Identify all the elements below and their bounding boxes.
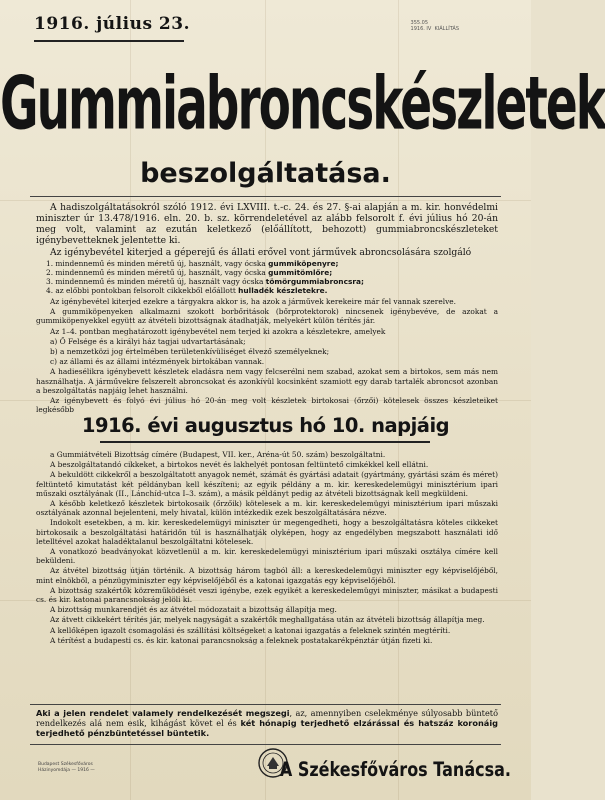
divider xyxy=(30,744,501,745)
list-item: 4. az előbbi pontokban felsorolt cikkekből előállott hulladék készletekre. xyxy=(46,286,328,295)
exception-item: b) a nemzetközi jog értelmében területenkívüliséget élvező személyeknek; xyxy=(50,347,330,357)
signature: A Székesfőváros Tanácsa. xyxy=(279,758,511,781)
intro-section xyxy=(36,202,498,415)
body-paragraph: A bekuldött cikkekről a beszolgáltatott anyagok nemét, számát és gyártási adatait (gyártmány, gyártási szám és méret) feltüntető kimutatást két példányban kell készíteni; az egyik példány a m. kir. kereskedelemügyi minisztérium ipari műszaki osztályának (II., Lánchíd-utca I–3. szám), a másik példányt pedig az átvételi bizottságnak kell megküldeni. xyxy=(36,470,498,498)
poster-title: Gummiabroncskészletek xyxy=(0,62,605,148)
body-paragraph: Az igénybevétel kiterjed ezekre a tárgyakra akkor is, ha azok a járművek kerekeire már fel vannak szerelve. xyxy=(50,297,456,306)
printer-imprint: Budapest Székesfőváros Házinyomdája — 1916 — xyxy=(38,762,95,773)
archive-stamp: 355.05 1916. IV KIÁLLÍTÁS xyxy=(410,20,459,32)
body-paragraph: A vonatkozó beadványokat közvetlenül a m. kir. kereskedelemügyi minisztérium ipari műszaki osztálya címére kell beküldeni. xyxy=(36,547,498,566)
list-item: 2. mindennemű és minden méretű új, használt, vagy ócska gummitömlőre; xyxy=(46,268,333,277)
date-underline xyxy=(34,40,184,42)
list-item: 3. mindennemű és minden méretű új, használt vagy ócska tömörgummiabroncsra; xyxy=(46,277,364,286)
divider xyxy=(30,196,501,197)
body-paragraph: A bizottság szakértők közreműködését veszi igénybe, ezek egyikét a kereskedelemügyi miniszter, másikat a budapesti cs. és kir. katonai parancsnokság jelöli ki. xyxy=(36,585,498,605)
body-paragraph: A később keletkező készletek birtokosaik (őrzőik) kötelesek a m. kir. kereskedelemügyi minisztérium ipari műszaki osztályának azonnal bejelenteni, mely hivatal, külön intézkedik ezek beszolgáltatására nézve. xyxy=(36,499,498,518)
body-paragraph: A bizottság munkarendjét és az átvétel módozatait a bizottság állapítja meg. xyxy=(50,605,337,615)
procedure-section xyxy=(36,450,498,646)
body-paragraph: Az igénybevett és folyó évi július hó 20-án meg volt készletek birtokosai (őrzői) kötelesek összes készleteiket legkésőbb xyxy=(36,396,498,415)
body-paragraph: A térítést a budapesti cs. és kir. katonai parancsnokság a feleknek postatakarékpénztár útján fizeti ki. xyxy=(50,635,433,645)
intro-paragraph: A hadiszolgáltatásokról szóló 1912. évi LXVIII. t.-c. 24. és 27. §-ai alapján a m. kir. honvédelmi miniszter úr 13.478/1916. eln. 20. b. sz. körrendeletével az alább felsorolt f. évi július hó 20-án meg volt, valamint az ezután keletkező (előállított, behozott) gummiabroncskészleteket igénybevetteknek jelentette ki. xyxy=(36,202,498,246)
exception-item: c) az állami és az állami intézmények birtokában vannak. xyxy=(50,357,265,367)
body-paragraph: A gummiköpenyeken alkalmazni szokott borbőritások (bőrprotektorok) nincsenek igénybevéve, de azokat a gummiköpenyekkel együtt az átvételi bizottságnak átadhatják, melyekért külön térítés jár. xyxy=(36,307,498,326)
body-paragraph: Az átvett cikkekért térítés jár, melyek nagyságát a szakértők meghallgatása után az átvételi bizottság állapítja meg. xyxy=(50,615,485,625)
body-paragraph: Indokolt esetekben, a m. kir. kereskedelemügyi miniszter úr megengedheti, hogy a beszolgáltatásra köteles cikkeket birtokosaik a beszolgáltatási határidőn túl is használhatják olyképen, hogy az engedélyben megszabott használati idő letelltével azokat haladéktalanul beszolgáltatni kötelesek. xyxy=(36,518,498,546)
penalty-lead: Aki a jelen rendelet valamely rendelkezését megszegi xyxy=(36,708,290,718)
penalty-text: , az, amennyiben cselekménye súlyosabb büntető rendelkezés alá nem esik, kihágást követ el és xyxy=(36,708,499,728)
list-item: 1. mindennemű és minden méretű új, használt, vagy ócska gummiköpenyre; xyxy=(46,259,339,268)
exception-item: a) Ő Felsége és a királyi ház tagjai udvartartásának; xyxy=(50,336,246,346)
intro-paragraph: Az igénybevétel kiterjed a géperejű és állati erővel vont járművek abroncsolására szolgáló xyxy=(50,247,472,258)
body-paragraph: A kellőképen igazolt csomagolási és szállítási költségeket a katonai igazgatás a feleknek szintén megtéríti. xyxy=(50,625,451,635)
body-paragraph: Az átvétel bizottság útján történik. A bizottság három tagból áll: a kereskedelemügyi miniszter egy képviselőjéből, mint elnökből, a pénzügyminiszter egy képviselőjéből és a katonai igazgatás egy képviselőjéből. xyxy=(36,566,498,585)
poster-date: 1916. július 23. xyxy=(34,14,191,34)
divider xyxy=(30,704,501,705)
deadline-heading: 1916. évi augusztus hó 10. napjáig xyxy=(81,414,450,437)
item-list xyxy=(46,259,498,295)
poster-subtitle: beszolgáltatása. xyxy=(140,158,391,189)
deadline-underline xyxy=(100,441,430,443)
penalty-sanction: két hónapig terjedhető elzárással és hatszáz koronáig terjedhető pénzbüntetéssel büntetik. xyxy=(36,718,498,738)
body-paragraph: Az 1–4. pontban meghatározott igénybevétel nem terjed ki azokra a készletekre, amelyek xyxy=(50,326,386,336)
body-paragraph: A hadiesélikra igénybevett készletek eladásra nem vagy felcserélni nem szabad, azokat sem a birtokos, sem más nem használhatja. A járművekre felszerelt abroncsokat és azonkívül kocsinként szamiott egy darab tartalék abroncsot azonban a beszolgáltatás napjáig lehet használni. xyxy=(36,367,498,395)
body-paragraph: a Gummiátvételi Bizottság címére (Budapest, VII. ker., Aréna-út 50. szám) beszolgáltatni. xyxy=(50,450,386,459)
body-paragraph: A beszolgáltatandó cikkeket, a birtokos nevét és lakhelyét pontosan feltüntető cimkékkel kell ellátni. xyxy=(50,460,429,470)
penalty-notice xyxy=(36,708,498,738)
fold-line xyxy=(0,200,531,201)
